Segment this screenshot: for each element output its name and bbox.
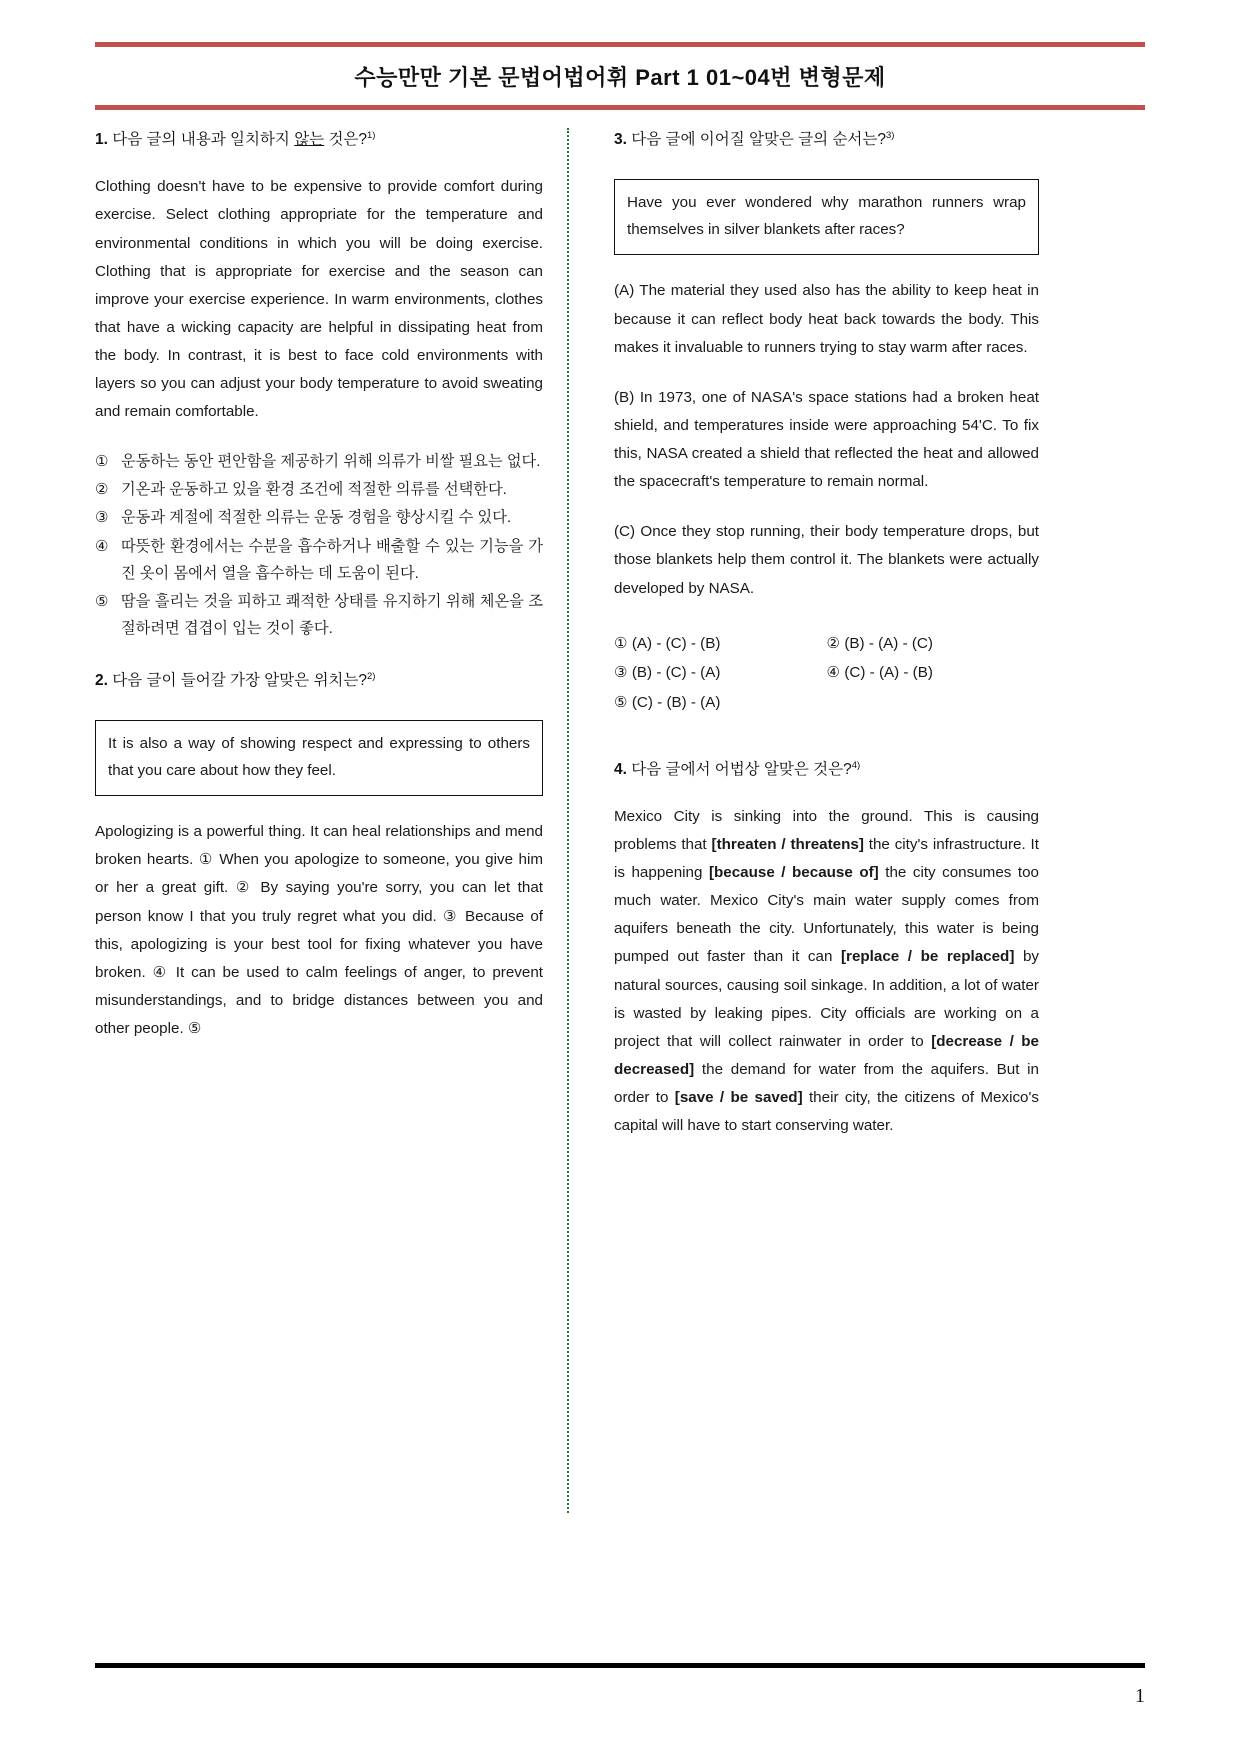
question-2-passage: Apologizing is a powerful thing. It can heal relationships and mend broken hearts. ① When you apologize to someone, you give him or her a great gift. ② By saying you're sorry, you can let that person know I that you truly regret what you did. ③ Because of this, apologizing is your best tool for fixing whatever you have broken. ④ It can be used to calm feelings of anger, to prevent misunderstandings, and to bridge distances between you and other people. ⑤	[95, 823, 543, 1038]
question-3-choices	[614, 629, 1039, 718]
question-3-boxed-sentence: Have you ever wondered why marathon runners wrap themselves in silver blankets after races?	[614, 179, 1039, 255]
question-3-heading	[614, 128, 1039, 151]
choice-spacer	[827, 688, 1040, 718]
choice-label: 따뜻한 환경에서는 수분을 흡수하거나 배출할 수 있는 기능을 가진 옷이 몸에서 열을 흡수하는 데 도움이 된다.	[121, 537, 543, 582]
choice-label: 운동하는 동안 편안함을 제공하기 위해 의류가 비쌀 필요는 없다.	[121, 453, 541, 471]
question-4-footnote: 4)	[851, 759, 861, 771]
choice-marker: ①	[614, 634, 628, 652]
question-4-heading	[614, 758, 1039, 781]
choice-row	[614, 688, 1039, 718]
question-1-prompt-before: 다음 글의 내용과 일치하지	[112, 131, 295, 148]
question-3-prompt: 다음 글에 이어질 알맞은 글의 순서는?	[631, 131, 886, 148]
grammar-choice-bracket[interactable]: [threaten / threatens]	[711, 835, 864, 853]
question-1-choices	[95, 448, 543, 641]
choice-marker: ③	[95, 509, 109, 527]
page-number: 1	[1135, 1685, 1145, 1707]
question-4-number: 4.	[614, 760, 627, 778]
question-3-footnote: 3)	[886, 129, 895, 141]
choice-item[interactable]	[95, 448, 543, 475]
footer-rule	[95, 1663, 1145, 1668]
choice-marker: ②	[95, 481, 109, 499]
choice-marker: ④	[826, 664, 841, 682]
choice-label: (C) - (A) - (B)	[844, 664, 933, 682]
choice-marker: ②	[826, 634, 841, 652]
passage-text-run: the demand for water from the aquifers. But in order to	[614, 1060, 1039, 1107]
page-title: 수능만만 기본 문법어법어휘 Part 1 01~04번 변형문제	[354, 65, 886, 90]
choice-item[interactable]	[95, 533, 543, 587]
choice-label: (B) - (C) - (A)	[631, 664, 721, 682]
question-4-prompt: 다음 글에서 어법상 알맞은 것은?	[631, 760, 852, 778]
passage-text-run: by natural sources, causing soil sinkage. In addition, a lot of water is wasted by leaking pipes. City officials are working on a project that will collect rainwater in order to	[614, 948, 1039, 1050]
question-3-number: 3.	[614, 131, 627, 148]
question-1-prompt-after: 것은?	[324, 131, 368, 148]
question-3-paragraph-a: (A) The material they used also has the ability to keep heat in because it can reflect body heat back towards the body. This makes it invaluable to runners trying to stay warm after races.	[614, 282, 1039, 356]
choice-marker: ③	[614, 664, 628, 682]
question-4-passage	[614, 803, 1039, 1141]
question-1-number: 1.	[95, 131, 108, 148]
choice-marker: ④	[95, 537, 109, 555]
grammar-choice-bracket[interactable]: [save / be saved]	[674, 1089, 803, 1107]
choice-row	[614, 658, 1039, 688]
choice-label: (A) - (C) - (B)	[631, 634, 721, 652]
choice-marker: ①	[95, 453, 109, 471]
grammar-choice-bracket[interactable]: [because / because of]	[708, 864, 879, 882]
passage-text-run: Mexico City is sinking into the ground. This is causing problems that	[614, 807, 1039, 853]
choice-label: (B) - (A) - (C)	[844, 634, 933, 652]
grammar-choice-bracket[interactable]: [replace / be replaced]	[840, 948, 1015, 966]
question-3-paragraph-c: (C) Once they stop running, their body temperature drops, but those blankets help them control it. The blankets were actually developed by NASA.	[614, 523, 1039, 597]
question-2-boxed-sentence: It is also a way of showing respect and expressing to others that you care about how they feel.	[95, 720, 543, 796]
passage-text-run: the city's infrastructure. It is happening	[614, 835, 1039, 882]
question-2-prompt: 다음 글이 들어갈 가장 알맞은 위치는?	[112, 671, 367, 689]
grammar-choice-bracket[interactable]: [decrease / be decreased]	[614, 1032, 1040, 1078]
choice-label: (C) - (B) - (A)	[631, 693, 721, 711]
question-2-footnote: 2)	[367, 670, 376, 682]
question-1-prompt-underlined: 않는	[294, 131, 325, 148]
choice-label: 운동과 계절에 적절한 의류는 운동 경험을 향상시킬 수 있다.	[121, 509, 512, 527]
choice-item[interactable]	[95, 476, 543, 503]
question-2-number: 2.	[95, 671, 108, 689]
spacer	[95, 643, 543, 669]
choice-item[interactable]	[827, 629, 1040, 659]
choice-item[interactable]	[827, 658, 1040, 688]
passage-text-run: their city, the citizens of Mexico's capital will have to start conserving water.	[614, 1089, 1039, 1135]
question-2-heading	[95, 669, 543, 692]
choice-label: 기온과 운동하고 있을 환경 조건에 적절한 의류를 선택한다.	[121, 481, 507, 499]
right-column	[579, 128, 1039, 1513]
column-divider	[567, 128, 569, 1513]
choice-item[interactable]	[95, 504, 543, 531]
choice-item[interactable]	[614, 688, 827, 718]
header-rule-bottom	[95, 105, 1145, 110]
spacer	[614, 718, 1039, 758]
question-1-passage: Clothing doesn't have to be expensive to provide comfort during exercise. Select clothing appropriate for the temperature and environmental conditions in which you will be doing exercise. Clothing that is appropriate for exercise and the season can improve your exercise experience. In warm environments, clothes that have a wicking capacity are helpful in dissipating heat from the body. In contrast, it is best to face cold environments with layers so you can adjust your body temperature to avoid sweating and remain comfortable.	[95, 178, 543, 421]
passage-text-run: the city consumes too much water. Mexico City's main water supply comes from aquifers beneath the city. Unfortunately, this water is being pumped out faster than it can	[614, 864, 1039, 966]
choice-item[interactable]	[95, 588, 543, 642]
left-column	[95, 128, 555, 1513]
choice-marker: ⑤	[95, 592, 109, 610]
choice-item[interactable]	[614, 629, 827, 659]
choice-item[interactable]	[614, 658, 827, 688]
choice-label: 땀을 흘리는 것을 피하고 쾌적한 상태를 유지하기 위해 체온을 조절하려면 겹겹이 입는 것이 좋다.	[121, 592, 543, 637]
choice-marker: ⑤	[614, 693, 628, 711]
question-1-heading	[95, 128, 543, 151]
question-1-footnote: 1)	[367, 129, 376, 141]
choice-row	[614, 629, 1039, 659]
question-3-paragraph-b: (B) In 1973, one of NASA's space stations had a broken heat shield, and temperatures inside were approaching 54'C. To fix this, NASA created a shield that reflected the heat and allowed the spacecraft's temperature to remain normal.	[614, 388, 1039, 491]
two-column-body	[95, 128, 1145, 1513]
